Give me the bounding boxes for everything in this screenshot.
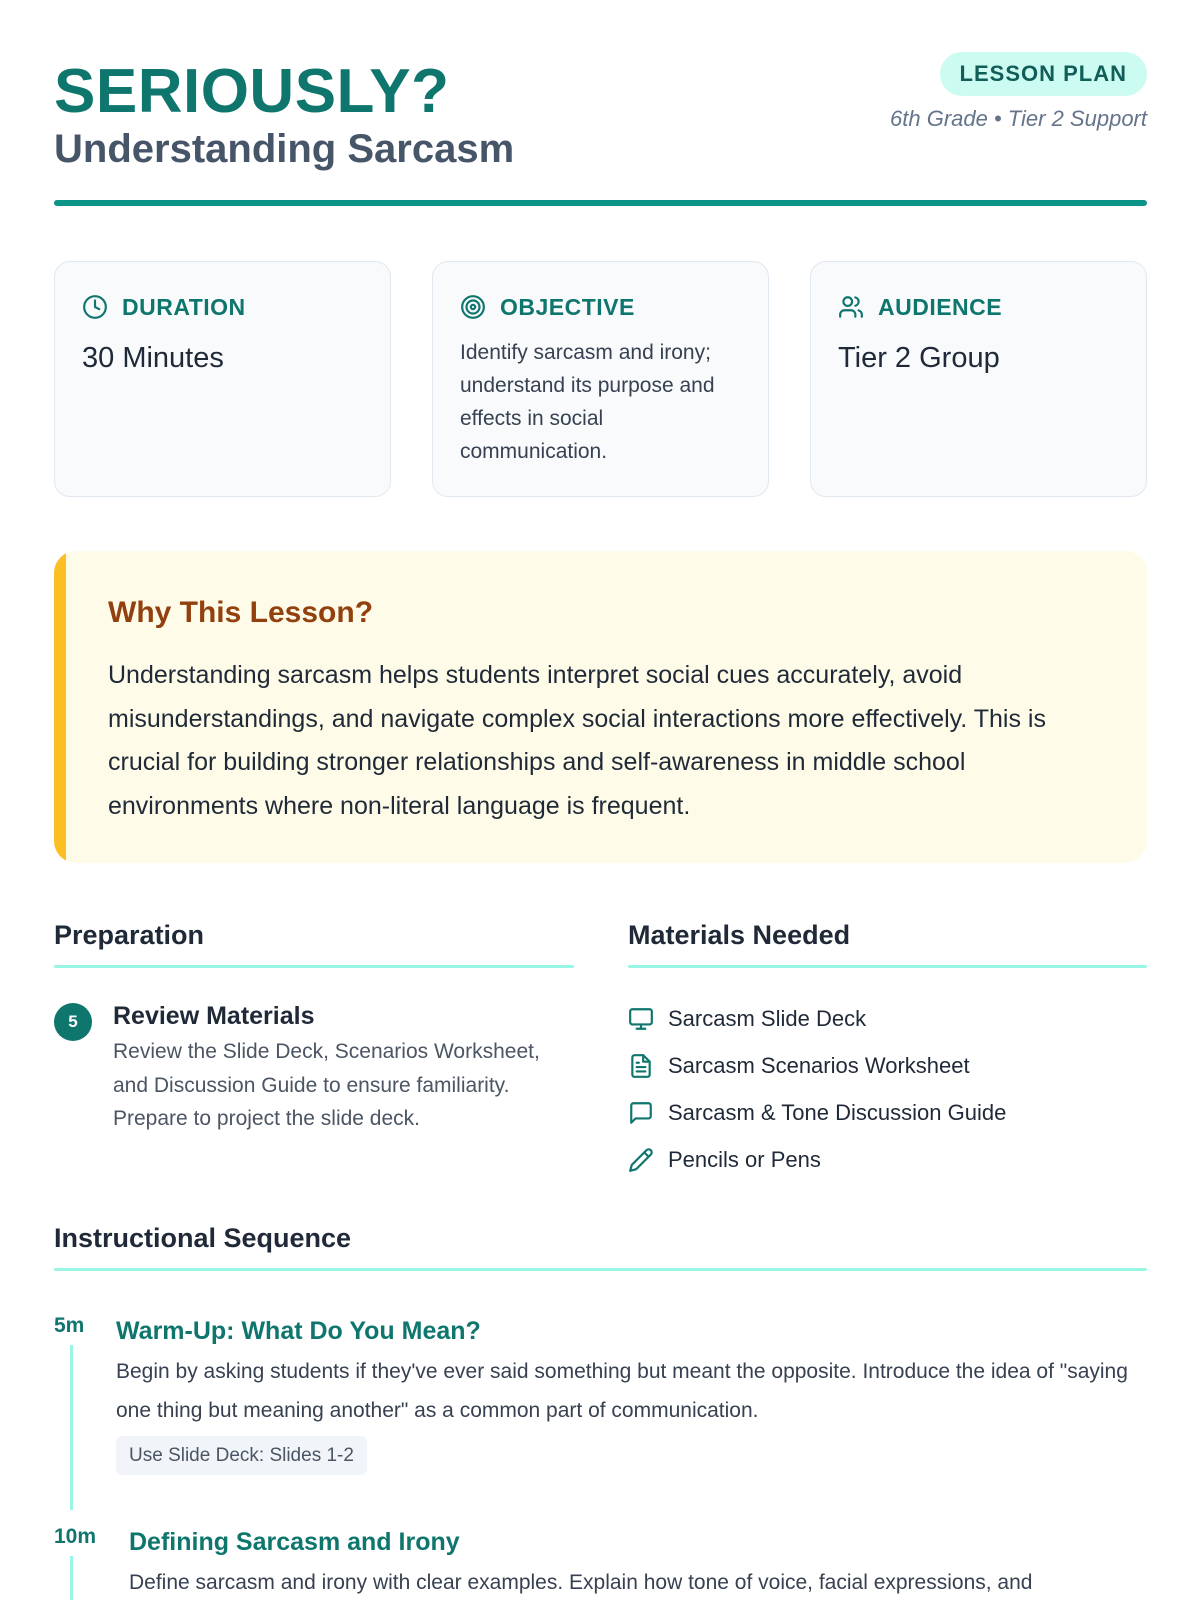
lesson-plan-page — [54, 0, 1147, 1600]
objective-text: Identify sarcasm and irony; understand its purpose and effects in social communication. — [460, 341, 715, 463]
why-callout — [54, 551, 1147, 863]
resource-tag: Use Slide Deck: Slides 1-2 — [116, 1436, 367, 1475]
sequence-step — [54, 1313, 1147, 1483]
materials-list — [628, 995, 1147, 1183]
sequence-step — [54, 1524, 1147, 1600]
materials-section — [628, 917, 1147, 1172]
why-text: Understanding sarcasm helps students interpret social cues accurately, avoid misunderstandings, and navigate complex social interactions more effectively. This is crucial for building stronger relationships and self-awareness in middle school environments where non-literal language is frequent. — [108, 661, 1046, 820]
page-title: SERIOUSLY? — [54, 57, 450, 126]
header — [54, 52, 1147, 207]
audience-value: Tier 2 Group — [838, 342, 1000, 374]
chat-bubble-icon — [628, 1100, 654, 1126]
prep-step-title: Review Materials — [113, 1002, 315, 1030]
preparation-heading: Preparation — [54, 920, 205, 950]
document-icon — [628, 1053, 654, 1079]
material-label: Sarcasm Slide Deck — [668, 1005, 867, 1031]
header-divider — [54, 200, 1147, 206]
audience-label: AUDIENCE — [878, 293, 1003, 320]
duration-value: 30 Minutes — [82, 342, 224, 374]
materials-divider — [628, 965, 1147, 968]
sequence-heading: Instructional Sequence — [54, 1223, 352, 1253]
list-item — [628, 1136, 1147, 1183]
users-icon — [838, 294, 864, 320]
step-title: Defining Sarcasm and Irony — [129, 1528, 460, 1556]
timeline-line — [70, 1556, 73, 1600]
timeline-line — [70, 1345, 73, 1510]
material-label: Sarcasm & Tone Discussion Guide — [668, 1099, 1007, 1125]
step-duration: 10m — [54, 1525, 97, 1548]
page-subtitle: Understanding Sarcasm — [54, 127, 515, 171]
step-description: Begin by asking students if they've ever said something but meant the opposite. Introduce the idea of "saying one thing but meaning another" as a common part of communication. — [116, 1360, 1128, 1422]
info-cards — [54, 261, 1147, 497]
clock-icon — [82, 294, 108, 320]
preparation-section — [54, 917, 574, 1130]
objective-card — [432, 261, 769, 497]
step-title: Warm-Up: What Do You Mean? — [116, 1317, 481, 1345]
duration-card — [54, 261, 391, 497]
objective-label: OBJECTIVE — [500, 293, 635, 320]
list-item — [628, 995, 1147, 1042]
step-description: Define sarcasm and irony with clear examples. Explain how tone of voice, facial expressions, and — [129, 1571, 1033, 1594]
material-label: Sarcasm Scenarios Worksheet — [668, 1052, 970, 1078]
pencil-icon — [628, 1147, 654, 1173]
callout-accent-bar — [54, 551, 66, 863]
audience-card — [810, 261, 1147, 497]
target-icon — [460, 294, 486, 320]
duration-label: DURATION — [122, 293, 246, 320]
instructional-sequence-section — [54, 1220, 1147, 1271]
why-title: Why This Lesson? — [108, 596, 374, 629]
monitor-icon — [628, 1006, 654, 1032]
lesson-plan-badge: LESSON PLAN — [940, 52, 1147, 96]
sequence-divider — [54, 1268, 1147, 1271]
list-item — [628, 1042, 1147, 1089]
preparation-divider — [54, 965, 574, 968]
materials-heading: Materials Needed — [628, 920, 851, 950]
step-duration: 5m — [54, 1314, 85, 1337]
prep-step-text: Review the Slide Deck, Scenarios Worksheet, and Discussion Guide to ensure familiarity. Prepare to project the slide deck. — [113, 1040, 540, 1130]
step-number-badge: 5 — [54, 1003, 92, 1041]
material-label: Pencils or Pens — [668, 1146, 821, 1172]
list-item — [628, 1089, 1147, 1136]
grade-info: 6th Grade • Tier 2 Support — [890, 106, 1147, 131]
